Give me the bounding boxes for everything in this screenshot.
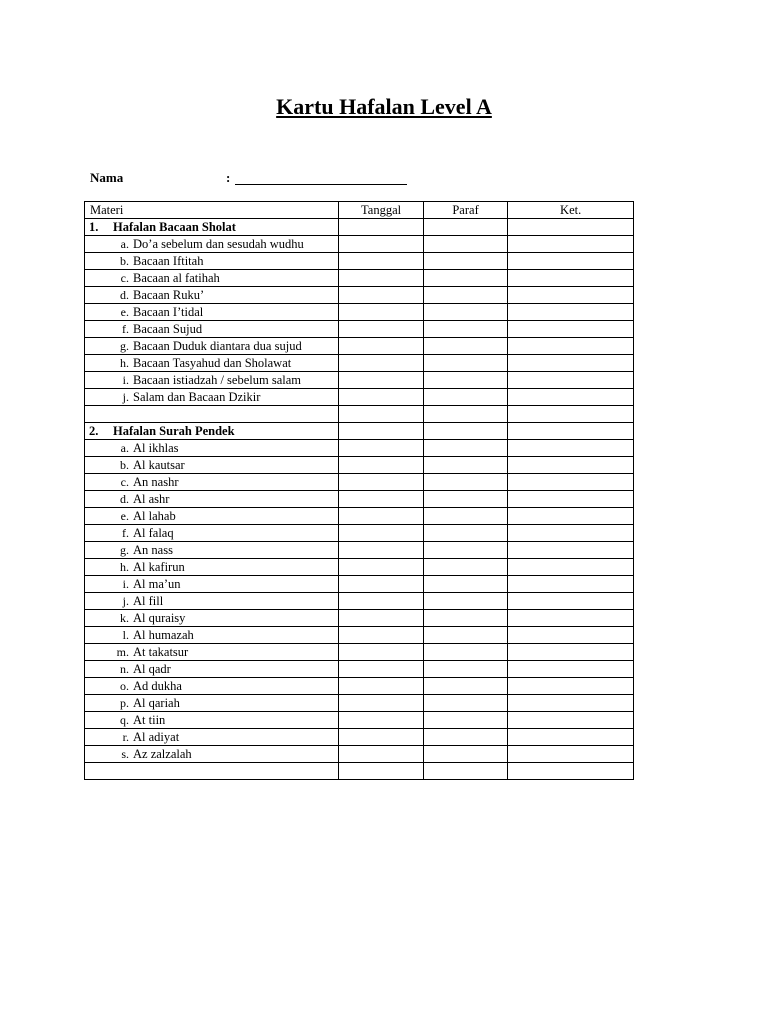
item-text: Al ma’un bbox=[133, 576, 181, 591]
blank-materi-cell[interactable] bbox=[85, 763, 339, 780]
section-title: Hafalan Bacaan Sholat bbox=[113, 219, 236, 234]
item-ket-cell[interactable] bbox=[508, 576, 634, 593]
item-letter: l. bbox=[122, 627, 129, 642]
item-tanggal-cell[interactable] bbox=[339, 321, 423, 338]
materi-cell bbox=[85, 610, 339, 627]
item-ket-cell[interactable] bbox=[508, 678, 634, 695]
item-ket-cell[interactable] bbox=[508, 338, 634, 355]
page-title: Kartu Hafalan Level A bbox=[276, 94, 492, 119]
item-ket-cell[interactable] bbox=[508, 253, 634, 270]
item-paraf-cell[interactable] bbox=[423, 474, 507, 491]
item-paraf-cell[interactable] bbox=[423, 440, 507, 457]
item-ket-cell[interactable] bbox=[508, 372, 634, 389]
item-paraf-cell[interactable] bbox=[423, 253, 507, 270]
item-text: Bacaan istiadzah / sebelum salam bbox=[133, 372, 301, 387]
item-letter: j. bbox=[122, 389, 129, 404]
item-ket-cell[interactable] bbox=[508, 236, 634, 253]
item-tanggal-cell[interactable] bbox=[339, 593, 423, 610]
materi-cell bbox=[85, 508, 339, 525]
nama-label: Nama bbox=[90, 170, 124, 185]
materi-cell bbox=[85, 525, 339, 542]
item-letter: b. bbox=[120, 253, 129, 268]
item-text: Al quraisy bbox=[133, 610, 186, 625]
item-paraf-cell[interactable] bbox=[423, 542, 507, 559]
table-row bbox=[85, 712, 634, 729]
nama-fill-line[interactable] bbox=[235, 184, 407, 185]
item-text: Al qariah bbox=[133, 695, 180, 710]
item-letter: h. bbox=[120, 355, 129, 370]
table-row bbox=[85, 695, 634, 712]
section-paraf-cell[interactable] bbox=[423, 423, 507, 440]
item-tanggal-cell[interactable] bbox=[339, 729, 423, 746]
table-row bbox=[85, 457, 634, 474]
item-ket-cell[interactable] bbox=[508, 355, 634, 372]
blank-row bbox=[85, 763, 634, 780]
materi-cell bbox=[85, 661, 339, 678]
header-ket: Ket. bbox=[508, 202, 634, 219]
header-paraf: Paraf bbox=[423, 202, 507, 219]
item-tanggal-cell[interactable] bbox=[339, 746, 423, 763]
table-row bbox=[85, 627, 634, 644]
item-tanggal-cell[interactable] bbox=[339, 253, 423, 270]
item-paraf-cell[interactable] bbox=[423, 661, 507, 678]
section-tanggal-cell[interactable] bbox=[339, 219, 423, 236]
table-header-row bbox=[85, 202, 634, 219]
item-text: Al lahab bbox=[133, 508, 176, 523]
table-body bbox=[85, 202, 634, 780]
table-row bbox=[85, 474, 634, 491]
memorization-table bbox=[84, 201, 634, 780]
item-tanggal-cell[interactable] bbox=[339, 525, 423, 542]
item-ket-cell[interactable] bbox=[508, 321, 634, 338]
item-ket-cell[interactable] bbox=[508, 559, 634, 576]
header-materi: Materi bbox=[85, 202, 339, 219]
item-paraf-cell[interactable] bbox=[423, 712, 507, 729]
item-text: Al ashr bbox=[133, 491, 170, 506]
item-tanggal-cell[interactable] bbox=[339, 644, 423, 661]
materi-cell bbox=[85, 389, 339, 406]
table-row bbox=[85, 559, 634, 576]
table-row bbox=[85, 576, 634, 593]
blank-materi-cell[interactable] bbox=[85, 406, 339, 423]
item-ket-cell[interactable] bbox=[508, 542, 634, 559]
item-tanggal-cell[interactable] bbox=[339, 457, 423, 474]
materi-cell bbox=[85, 457, 339, 474]
section-row bbox=[85, 219, 634, 236]
materi-cell bbox=[85, 287, 339, 304]
item-paraf-cell[interactable] bbox=[423, 695, 507, 712]
item-ket-cell[interactable] bbox=[508, 627, 634, 644]
item-letter: i. bbox=[122, 372, 129, 387]
item-tanggal-cell[interactable] bbox=[339, 355, 423, 372]
table-row bbox=[85, 389, 634, 406]
materi-cell bbox=[85, 644, 339, 661]
item-tanggal-cell[interactable] bbox=[339, 542, 423, 559]
table-row bbox=[85, 746, 634, 763]
item-paraf-cell[interactable] bbox=[423, 644, 507, 661]
item-tanggal-cell[interactable] bbox=[339, 695, 423, 712]
item-letter: m. bbox=[116, 644, 129, 659]
item-text: Bacaan I’tidal bbox=[133, 304, 204, 319]
item-text: Bacaan Duduk diantara dua sujud bbox=[133, 338, 302, 353]
blank-ket-cell[interactable] bbox=[508, 763, 634, 780]
section-title-cell bbox=[85, 423, 339, 440]
item-text: An nashr bbox=[133, 474, 179, 489]
section-paraf-cell[interactable] bbox=[423, 219, 507, 236]
item-text: At tiin bbox=[133, 712, 166, 727]
item-ket-cell[interactable] bbox=[508, 508, 634, 525]
item-tanggal-cell[interactable] bbox=[339, 372, 423, 389]
item-letter: f. bbox=[122, 321, 129, 336]
item-paraf-cell[interactable] bbox=[423, 508, 507, 525]
item-ket-cell[interactable] bbox=[508, 270, 634, 287]
item-letter: r. bbox=[122, 729, 129, 744]
blank-tanggal-cell[interactable] bbox=[339, 763, 423, 780]
materi-cell bbox=[85, 542, 339, 559]
item-paraf-cell[interactable] bbox=[423, 678, 507, 695]
blank-tanggal-cell[interactable] bbox=[339, 406, 423, 423]
item-tanggal-cell[interactable] bbox=[339, 389, 423, 406]
blank-row bbox=[85, 406, 634, 423]
item-letter: e. bbox=[120, 304, 129, 319]
item-paraf-cell[interactable] bbox=[423, 236, 507, 253]
item-ket-cell[interactable] bbox=[508, 389, 634, 406]
item-letter: k. bbox=[120, 610, 129, 625]
materi-cell bbox=[85, 712, 339, 729]
item-ket-cell[interactable] bbox=[508, 729, 634, 746]
item-ket-cell[interactable] bbox=[508, 491, 634, 508]
item-paraf-cell[interactable] bbox=[423, 576, 507, 593]
item-tanggal-cell[interactable] bbox=[339, 474, 423, 491]
table-row bbox=[85, 542, 634, 559]
materi-cell bbox=[85, 491, 339, 508]
table-row bbox=[85, 270, 634, 287]
item-letter: j. bbox=[122, 593, 129, 608]
item-text: Bacaan Ruku’ bbox=[133, 287, 205, 302]
table-row bbox=[85, 508, 634, 525]
blank-paraf-cell[interactable] bbox=[423, 406, 507, 423]
item-paraf-cell[interactable] bbox=[423, 593, 507, 610]
item-tanggal-cell[interactable] bbox=[339, 236, 423, 253]
table-row bbox=[85, 678, 634, 695]
item-ket-cell[interactable] bbox=[508, 457, 634, 474]
item-ket-cell[interactable] bbox=[508, 304, 634, 321]
item-paraf-cell[interactable] bbox=[423, 338, 507, 355]
item-letter: g. bbox=[120, 338, 129, 353]
materi-cell bbox=[85, 593, 339, 610]
table-row bbox=[85, 372, 634, 389]
blank-paraf-cell[interactable] bbox=[423, 763, 507, 780]
materi-cell bbox=[85, 559, 339, 576]
item-tanggal-cell[interactable] bbox=[339, 491, 423, 508]
item-tanggal-cell[interactable] bbox=[339, 338, 423, 355]
item-paraf-cell[interactable] bbox=[423, 270, 507, 287]
materi-cell bbox=[85, 678, 339, 695]
item-letter: s. bbox=[121, 746, 129, 761]
materi-cell bbox=[85, 729, 339, 746]
header-tanggal: Tanggal bbox=[339, 202, 423, 219]
item-letter: c. bbox=[120, 474, 129, 489]
materi-cell bbox=[85, 576, 339, 593]
materi-cell bbox=[85, 372, 339, 389]
item-letter: p. bbox=[120, 695, 129, 710]
table-row bbox=[85, 610, 634, 627]
item-ket-cell[interactable] bbox=[508, 661, 634, 678]
item-tanggal-cell[interactable] bbox=[339, 508, 423, 525]
item-text: Do’a sebelum dan sesudah wudhu bbox=[133, 236, 304, 251]
item-tanggal-cell[interactable] bbox=[339, 627, 423, 644]
table-row bbox=[85, 304, 634, 321]
item-text: Al qadr bbox=[133, 661, 171, 676]
materi-cell bbox=[85, 695, 339, 712]
item-text: Al fill bbox=[133, 593, 164, 608]
item-tanggal-cell[interactable] bbox=[339, 270, 423, 287]
materi-cell bbox=[85, 304, 339, 321]
item-paraf-cell[interactable] bbox=[423, 610, 507, 627]
item-ket-cell[interactable] bbox=[508, 440, 634, 457]
table-row bbox=[85, 321, 634, 338]
item-ket-cell[interactable] bbox=[508, 746, 634, 763]
materi-cell bbox=[85, 236, 339, 253]
item-letter: c. bbox=[120, 270, 129, 285]
item-tanggal-cell[interactable] bbox=[339, 712, 423, 729]
item-paraf-cell[interactable] bbox=[423, 491, 507, 508]
item-text: Al ikhlas bbox=[133, 440, 179, 455]
section-tanggal-cell[interactable] bbox=[339, 423, 423, 440]
table-row bbox=[85, 644, 634, 661]
item-paraf-cell[interactable] bbox=[423, 627, 507, 644]
item-paraf-cell[interactable] bbox=[423, 372, 507, 389]
item-letter: f. bbox=[122, 525, 129, 540]
table-row bbox=[85, 593, 634, 610]
item-paraf-cell[interactable] bbox=[423, 559, 507, 576]
section-number: 1. bbox=[89, 219, 99, 234]
section-title-cell bbox=[85, 219, 339, 236]
table-row bbox=[85, 355, 634, 372]
item-text: Al adiyat bbox=[133, 729, 180, 744]
item-ket-cell[interactable] bbox=[508, 610, 634, 627]
item-letter: b. bbox=[120, 457, 129, 472]
materi-cell bbox=[85, 338, 339, 355]
section-row bbox=[85, 423, 634, 440]
item-text: Al humazah bbox=[133, 627, 194, 642]
item-tanggal-cell[interactable] bbox=[339, 678, 423, 695]
item-tanggal-cell[interactable] bbox=[339, 304, 423, 321]
item-text: Bacaan Iftitah bbox=[133, 253, 204, 268]
table-row bbox=[85, 491, 634, 508]
section-ket-cell[interactable] bbox=[508, 219, 634, 236]
table-row bbox=[85, 729, 634, 746]
table-row bbox=[85, 440, 634, 457]
materi-cell bbox=[85, 253, 339, 270]
item-text: At takatsur bbox=[133, 644, 189, 659]
item-paraf-cell[interactable] bbox=[423, 321, 507, 338]
item-ket-cell[interactable] bbox=[508, 287, 634, 304]
item-letter: e. bbox=[120, 508, 129, 523]
materi-cell bbox=[85, 355, 339, 372]
item-letter: d. bbox=[120, 491, 129, 506]
item-text: Bacaan Sujud bbox=[133, 321, 203, 336]
item-letter: a. bbox=[120, 236, 129, 251]
item-tanggal-cell[interactable] bbox=[339, 440, 423, 457]
materi-cell bbox=[85, 627, 339, 644]
materi-cell bbox=[85, 474, 339, 491]
item-ket-cell[interactable] bbox=[508, 474, 634, 491]
table-row bbox=[85, 253, 634, 270]
item-text: Bacaan al fatihah bbox=[133, 270, 220, 285]
item-tanggal-cell[interactable] bbox=[339, 576, 423, 593]
item-paraf-cell[interactable] bbox=[423, 746, 507, 763]
item-tanggal-cell[interactable] bbox=[339, 661, 423, 678]
item-paraf-cell[interactable] bbox=[423, 457, 507, 474]
table-row bbox=[85, 236, 634, 253]
nama-colon: : bbox=[226, 170, 231, 185]
item-text: Al kautsar bbox=[133, 457, 185, 472]
item-paraf-cell[interactable] bbox=[423, 287, 507, 304]
item-paraf-cell[interactable] bbox=[423, 355, 507, 372]
item-paraf-cell[interactable] bbox=[423, 389, 507, 406]
section-title: Hafalan Surah Pendek bbox=[113, 423, 235, 438]
item-letter: d. bbox=[120, 287, 129, 302]
section-number: 2. bbox=[89, 423, 99, 438]
materi-cell bbox=[85, 746, 339, 763]
item-tanggal-cell[interactable] bbox=[339, 287, 423, 304]
item-letter: g. bbox=[120, 542, 129, 557]
item-text: Az zalzalah bbox=[133, 746, 192, 761]
item-letter: h. bbox=[120, 559, 129, 574]
table-row bbox=[85, 287, 634, 304]
item-letter: q. bbox=[120, 712, 129, 727]
table-row bbox=[85, 661, 634, 678]
item-ket-cell[interactable] bbox=[508, 695, 634, 712]
item-text: Ad dukha bbox=[133, 678, 182, 693]
item-letter: i. bbox=[122, 576, 129, 591]
item-ket-cell[interactable] bbox=[508, 593, 634, 610]
item-letter: n. bbox=[120, 661, 129, 676]
item-text: Bacaan Tasyahud dan Sholawat bbox=[133, 355, 292, 370]
table-row bbox=[85, 338, 634, 355]
item-ket-cell[interactable] bbox=[508, 644, 634, 661]
materi-cell bbox=[85, 270, 339, 287]
section-ket-cell[interactable] bbox=[508, 423, 634, 440]
materi-cell bbox=[85, 321, 339, 338]
table-row bbox=[85, 525, 634, 542]
item-text: Salam dan Bacaan Dzikir bbox=[133, 389, 261, 404]
item-tanggal-cell[interactable] bbox=[339, 610, 423, 627]
item-tanggal-cell[interactable] bbox=[339, 559, 423, 576]
item-paraf-cell[interactable] bbox=[423, 304, 507, 321]
item-paraf-cell[interactable] bbox=[423, 525, 507, 542]
item-text: An nass bbox=[133, 542, 173, 557]
item-letter: a. bbox=[120, 440, 129, 455]
item-paraf-cell[interactable] bbox=[423, 729, 507, 746]
item-letter: o. bbox=[120, 678, 129, 693]
item-text: Al falaq bbox=[133, 525, 174, 540]
nama-row bbox=[90, 170, 490, 190]
item-ket-cell[interactable] bbox=[508, 525, 634, 542]
item-text: Al kafirun bbox=[133, 559, 185, 574]
item-ket-cell[interactable] bbox=[508, 712, 634, 729]
blank-ket-cell[interactable] bbox=[508, 406, 634, 423]
materi-cell bbox=[85, 440, 339, 457]
